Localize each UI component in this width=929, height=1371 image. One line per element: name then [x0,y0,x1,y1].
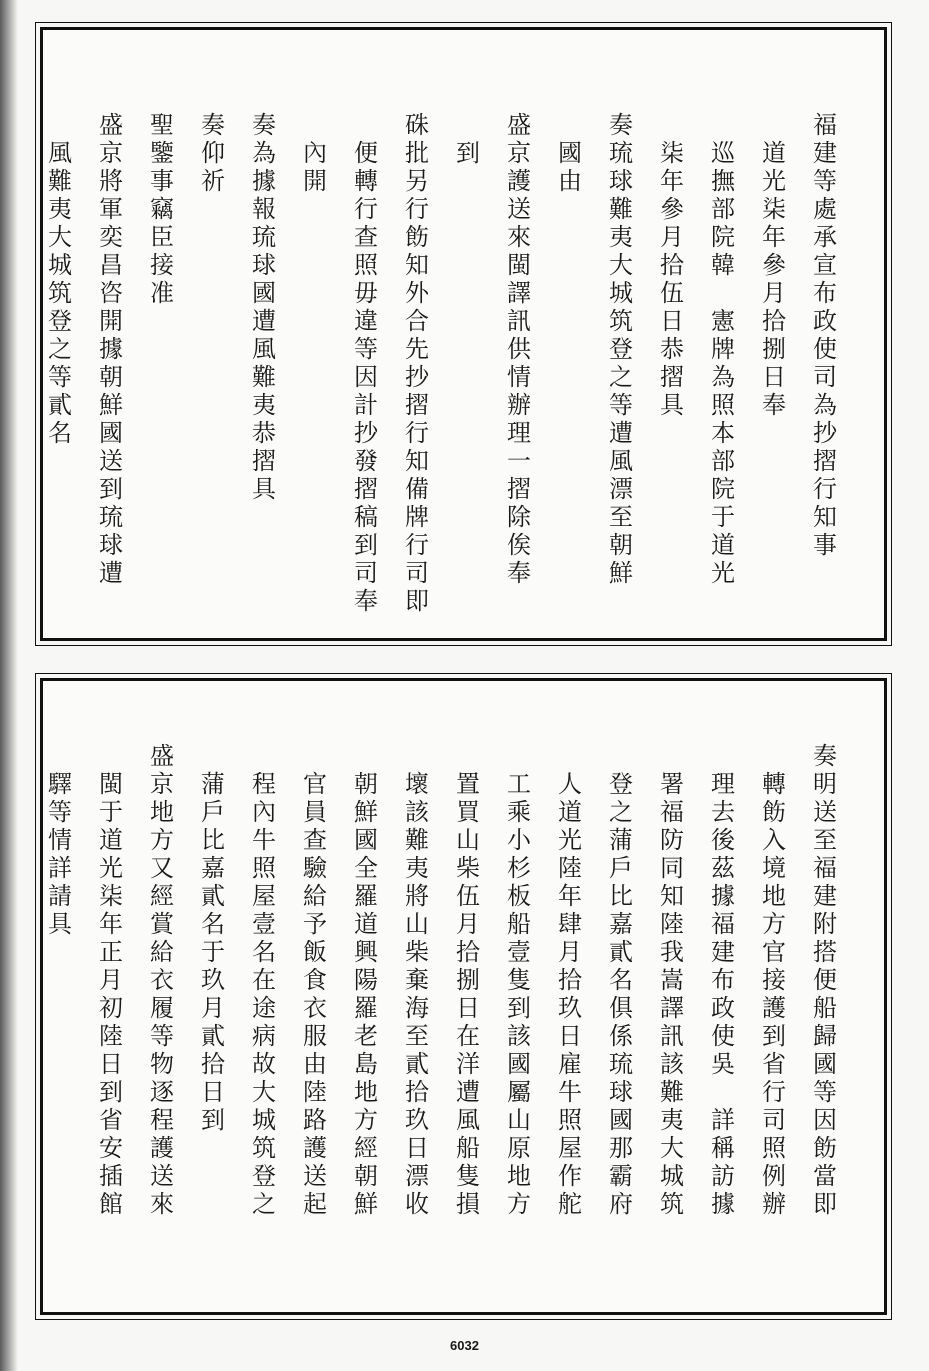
upper-text-column-text: 盛京護送來閩譯訊供情辦理一摺除俟奉 [502,112,531,588]
upper-text-column-text: 柒年參月拾伍日恭摺具 [655,140,684,420]
lower-text-column [797,743,848,1219]
upper-text-column-text: 到 [451,140,480,168]
lower-text-column-text: 置買山柴伍月拾捌日在洋遭風船隻損 [451,771,480,1219]
lower-text-column [83,743,134,1219]
book-binding-shadow [0,0,18,1371]
lower-page-frame [40,678,887,1315]
lower-text-column-text: 驛等情詳請具 [43,771,72,939]
upper-text-column-text: 福建等處承宣布政使司為抄摺行知事 [808,112,837,560]
lower-text-column [287,743,338,1219]
lower-text-column [491,743,542,1219]
upper-text-column [185,112,236,616]
upper-text-column-text: 硃批另行飭知外合先抄摺行知備牌行司即 [400,112,429,616]
lower-text-column-text: 奏明送至福建附搭便船歸國等因飭當即 [808,743,837,1219]
upper-text-column [797,112,848,616]
upper-text-column-text: 風難夷大城筑登之等貳名 [43,140,72,448]
lower-text-column-text: 壞該難夷將山柴棄海至貳拾玖日漂收 [400,771,429,1219]
upper-text-column [491,112,542,616]
lower-text-column-text: 朝鮮國全羅道興陽羅老島地方經朝鮮 [349,771,378,1219]
lower-text-column [236,743,287,1219]
lower-text-column [644,743,695,1219]
lower-text-column [185,743,236,1219]
upper-text-column [644,112,695,616]
page-number: 6032 [450,1338,479,1353]
upper-text-column [542,112,593,616]
upper-text-column [83,112,134,616]
lower-text-column [440,743,491,1219]
lower-text-column-text: 程內牛照屋壹名在途病故大城筑登之 [247,771,276,1219]
lower-text-column [746,743,797,1219]
lower-text-column-text: 閩于道光柒年正月初陸日到省安插館 [94,771,123,1219]
upper-page-frame [40,27,887,641]
lower-text-column-text: 官員查驗給予飯食衣服由陸路護送起 [298,771,327,1219]
upper-text-column [695,112,746,616]
lower-text-column [542,743,593,1219]
lower-text-column-text: 登之蒲戶比嘉貳名俱係琉球國那霸府 [604,771,633,1219]
lower-text-column-text: 人道光陸年肆月拾玖日雇牛照屋作舵 [553,771,582,1219]
upper-text-column [236,112,287,616]
lower-text-column-text: 工乘小杉板船壹隻到該國屬山原地方 [502,771,531,1219]
upper-text-column-text: 聖鑒事竊臣接准 [145,112,174,308]
lower-text-column-text: 轉飭入境地方官接護到省行司照例辦 [757,771,786,1219]
lower-text-column-text: 蒲戶比嘉貳名于玖月貳拾日到 [196,771,225,1135]
upper-text-column [287,112,338,616]
upper-text-column [593,112,644,616]
upper-text-column-text: 道光柒年參月拾捌日奉 [757,140,786,420]
lower-text-column-text: 署福防同知陸我嵩譯訊該難夷大城筑 [655,771,684,1219]
lower-text-column [695,743,746,1219]
lower-text-column [593,743,644,1219]
upper-text-column [338,112,389,616]
upper-text-column-text: 內開 [298,140,327,196]
lower-text-column [134,743,185,1219]
lower-text-column-text: 盛京地方又經賞給衣履等物逐程護送來 [145,743,174,1219]
upper-text-column [32,112,83,616]
upper-text-column [134,112,185,616]
upper-text-column-text: 國由 [553,140,582,196]
upper-text-column [389,112,440,616]
upper-text-column-text: 奏琉球難夷大城筑登之等遭風漂至朝鮮 [604,112,633,588]
upper-text-columns [32,112,848,616]
upper-text-column-text: 巡撫部院韓 憲牌為照本部院于道光 [706,140,735,588]
lower-text-column [338,743,389,1219]
upper-text-column [746,112,797,616]
upper-text-column [440,112,491,616]
upper-text-column-text: 盛京將軍奕昌咨開據朝鮮國送到琉球遭 [94,112,123,588]
lower-text-column [389,743,440,1219]
lower-text-columns [32,743,848,1219]
lower-text-column-text: 理去後茲據福建布政使吳 詳稱訪據 [706,771,735,1219]
upper-text-column-text: 奏仰祈 [196,112,225,196]
upper-text-column-text: 奏為據報琉球國遭風難夷恭摺具 [247,112,276,504]
upper-text-column-text: 便轉行查照毋違等因計抄發摺稿到司奉 [349,140,378,616]
lower-text-column [32,743,83,1219]
